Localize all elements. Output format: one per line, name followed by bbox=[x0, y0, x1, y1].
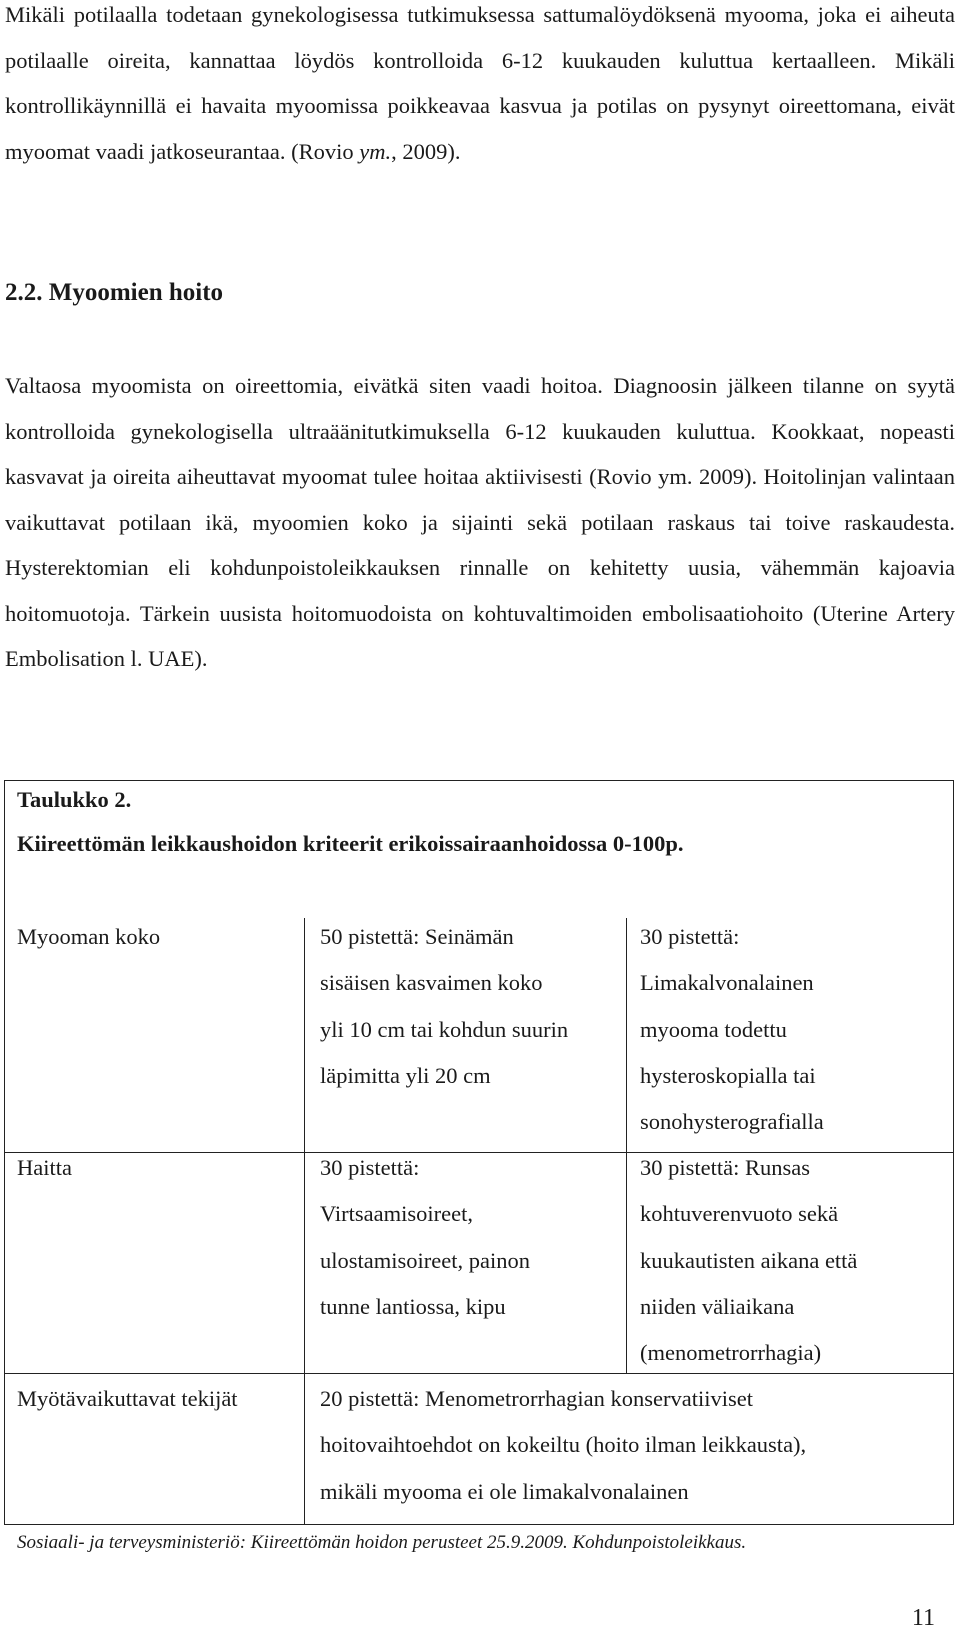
table-cell-points: 30 pistettä: Runsas kohtuverenvuoto sekä kuukautisten aikana että niiden väliaikana (menometrorrhagia) bbox=[640, 1155, 858, 1366]
table-cell-points: 20 pistettä: Menometrorrhagian konservatiiviset hoitovaihtoehdot on kokeiltu (hoito ilman leikkausta), mikäli myooma ei ole limakalvonalainen bbox=[320, 1386, 807, 1504]
table-cell-criterion: Myötävaikuttavat tekijät bbox=[17, 1386, 238, 1411]
table-title: Kiireettömän leikkaushoidon kriteerit erikoissairaanhoidossa 0-100p. bbox=[17, 831, 684, 856]
table-cell-points: 30 pistettä: Virtsaamisoireet, ulostamisoireet, painon tunne lantiossa, kipu bbox=[320, 1155, 530, 1319]
table-cell-criterion: Myooman koko bbox=[17, 924, 161, 949]
table-cell-criterion: Haitta bbox=[17, 1155, 72, 1180]
main-paragraph: Valtaosa myoomista on oireettomia, eivätkä siten vaadi hoitoa. Diagnoosin jälkeen tilanne on syytä kontrolloida gynekologisella ultraäänitutkimuksella 6-12 kuukauden kuluttua. Kookkaat, nopeasti kasvavat ja oireita aiheuttavat myoomat tulee hoitaa aktiivisesti (Rovio ym. 2009). Hoitolinjan valintaan vaikuttavat potilaan ikä, myoomien koko ja sijainti sekä potilaan raskaus tai toive raskaudesta. Hysterektomian eli kohdunpoistoleikkauksen rinnalle on kehitetty uusia, vähemmän kajoavia hoitomuotoja. Tärkein uusista hoitomuodoista on kohtuvaltimoiden embolisaatiohoito (Uterine Artery Embolisation l. UAE). bbox=[5, 373, 955, 671]
section-heading: 2.2. Myoomien hoito bbox=[5, 279, 224, 306]
page-number: 11 bbox=[911, 1605, 935, 1631]
table-column-divider bbox=[304, 1374, 305, 1524]
table-cell-points: 50 pistettä: Seinämän sisäisen kasvaimen koko yli 10 cm tai kohdun suurin läpimitta yli 20 cm bbox=[320, 924, 569, 1088]
table-column-divider bbox=[304, 918, 305, 1374]
table-cell-points: 30 pistettä: Limakalvonalainen myooma todettu hysteroskopialla tai sonohysterografialla bbox=[640, 924, 824, 1135]
table-source: Sosiaali- ja terveysministeriö: Kiireettömän hoidon perusteet 25.9.2009. Kohdunpoistoleikkaus. bbox=[17, 1532, 747, 1553]
table-column-divider bbox=[626, 918, 627, 1374]
table-label: Taulukko 2. bbox=[17, 787, 132, 812]
intro-paragraph: Mikäli potilaalla todetaan gynekologisessa tutkimuksessa sattumalöydöksenä myooma, joka ei aiheuta potilaalle oireita, kannattaa löydös kontrolloida 6-12 kuukauden kuluttua kertaalleen. Mikäli kontrollikäynnillä ei havaita myoomissa poikkeavaa kasvua ja potilas on pysynyt oireettomana, eivät myoomat vaadi jatkoseurantaa. (Rovio ym., 2009). bbox=[5, 2, 955, 164]
intro-paragraph-abbrev: ym. bbox=[359, 138, 392, 164]
